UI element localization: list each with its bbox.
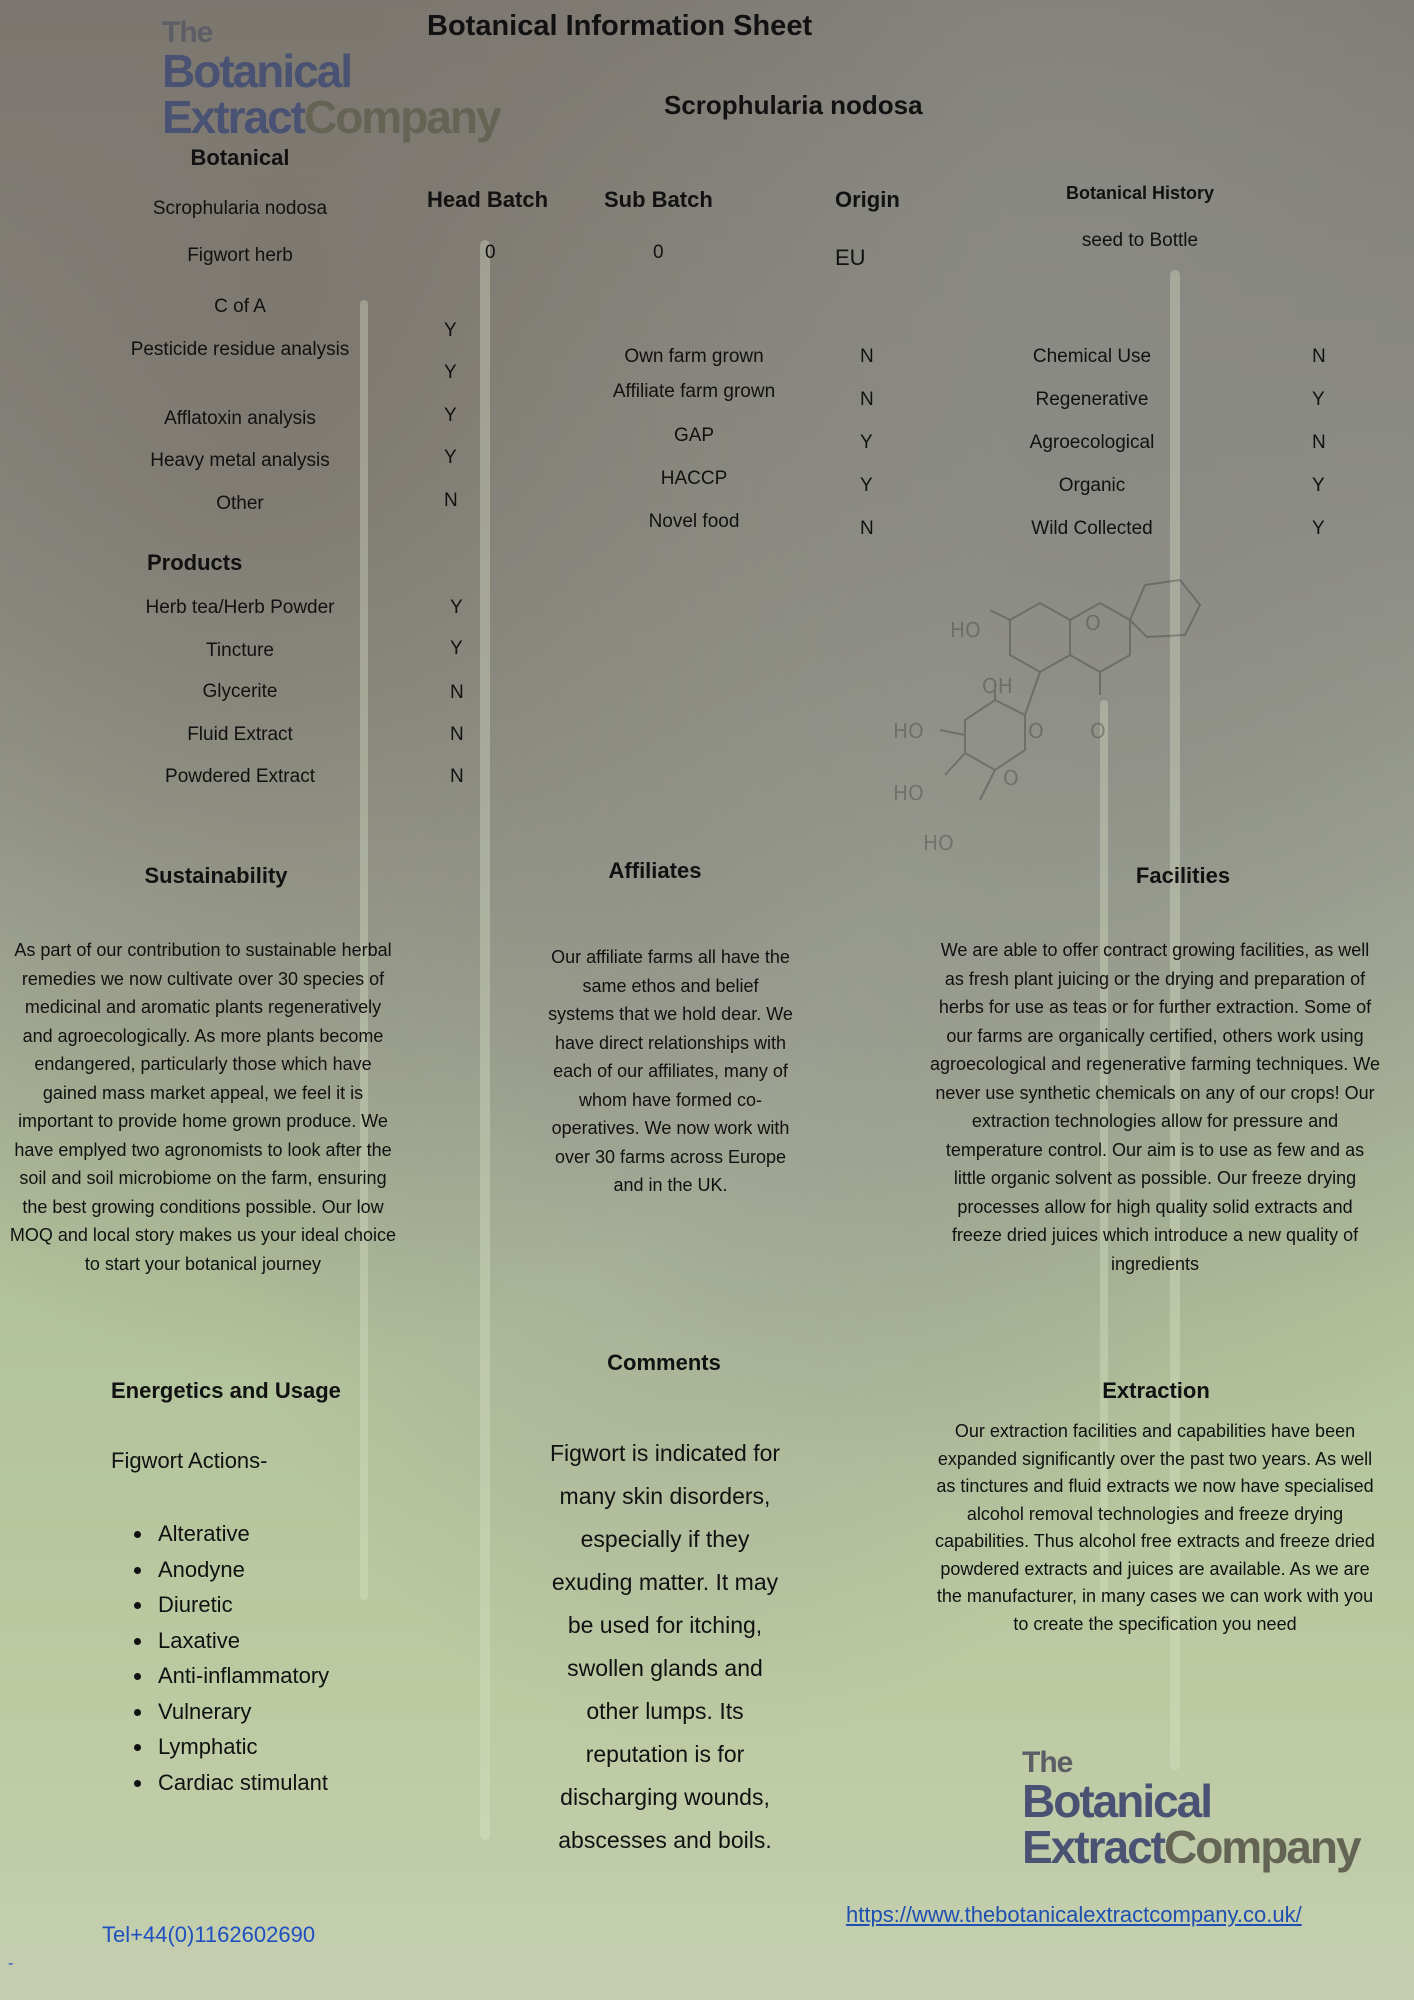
molecule-label: HO [950, 618, 981, 642]
molecule-label: HO [893, 781, 924, 805]
list-item: • Laxative [154, 1623, 329, 1659]
background-stem [480, 240, 490, 1840]
list-item: • Alterative [154, 1516, 329, 1552]
molecule-label: HO [893, 719, 924, 743]
origin-label: Origin [835, 187, 900, 212]
farming-label: Chemical Use [1032, 346, 1152, 367]
phone-number[interactable]: Tel+44(0)1162602690 [102, 1922, 316, 1947]
affiliates-heading: Affiliates [608, 858, 702, 883]
page-title: Botanical Information Sheet [427, 10, 813, 42]
sub-batch-value: 0 [653, 242, 664, 263]
molecule-label: O [1085, 611, 1101, 635]
latin-name: Scrophularia nodosa [152, 198, 328, 219]
sourcing-value: N [860, 346, 874, 367]
sourcing-value: N [860, 389, 874, 410]
test-value: Y [444, 362, 457, 383]
product-label: Fluid Extract [187, 724, 293, 745]
list-item: • Lymphatic [154, 1729, 329, 1765]
list-item: • Diuretic [154, 1587, 329, 1623]
company-logo-footer: The Botanical ExtractCompany [1022, 1746, 1360, 1873]
sustainability-text: As part of our contribution to sustainable herbal remedies we now cultivate over 30 species of medicinal and aromatic plants regeneratively and agroecologically. As more plants become endangered, particularly those which have gained mass market appeal, we feel it is important to provide home grown produce. We have emplyed two agronomists to look after the soil and soil microbiome on the farm, ensuring the best growing conditions possible. Our low MOQ and local story makes us your ideal choice to start your botanical journey [9, 940, 397, 1274]
sourcing-label: Novel food [648, 511, 740, 532]
test-value: Y [444, 447, 457, 468]
cofa-value: Y [444, 320, 457, 341]
head-batch-value: 0 [485, 242, 496, 263]
product-label: Powdered Extract [165, 766, 315, 787]
history-value: seed to Bottle [1081, 230, 1199, 251]
farming-label: Agroecological [1029, 432, 1155, 453]
molecule-label: O [1003, 766, 1019, 790]
list-item: • Cardiac stimulant [154, 1765, 329, 1801]
origin-value: EU [835, 245, 866, 270]
sourcing-value: N [860, 518, 874, 539]
farming-value: N [1312, 432, 1326, 453]
molecule-label: O [1028, 719, 1044, 743]
molecule-label: OH [982, 674, 1013, 698]
test-label: Pesticide residue analysis [130, 339, 350, 360]
actions-list [110, 1516, 329, 1800]
sourcing-label: Own farm grown [624, 346, 764, 367]
product-value: Y [450, 597, 463, 618]
molecule-label: O [1090, 719, 1106, 743]
test-value: Y [444, 405, 457, 426]
history-label: Botanical History [1065, 183, 1215, 203]
extraction-heading: Extraction [1102, 1378, 1210, 1403]
botanical-latin-title: Scrophularia nodosa [664, 90, 923, 120]
common-name: Figwort herb [187, 245, 293, 266]
test-label: Heavy metal analysis [150, 450, 330, 471]
product-value: N [450, 766, 464, 787]
head-batch-label: Head Batch [427, 187, 549, 212]
comments-heading: Comments [607, 1350, 721, 1375]
farming-label: Organic [1058, 475, 1126, 496]
sub-batch-label: Sub Batch [604, 187, 713, 212]
sourcing-value: Y [860, 475, 873, 496]
test-label: Other [216, 493, 264, 514]
test-value: N [444, 490, 458, 511]
energetics-intro: Figwort Actions- [111, 1448, 268, 1473]
footer-dash: - [8, 1955, 14, 1972]
farming-value: Y [1312, 518, 1325, 539]
farming-label: Regenerative [1035, 389, 1149, 410]
sourcing-label: GAP [673, 425, 715, 446]
product-label: Herb tea/Herb Powder [145, 597, 335, 618]
sourcing-value: Y [860, 432, 873, 453]
farming-label: Wild Collected [1031, 518, 1153, 539]
sourcing-label: HACCP [660, 468, 728, 489]
facilities-heading: Facilities [1135, 863, 1231, 888]
list-item: • Vulnerary [154, 1694, 329, 1730]
product-label: Tincture [206, 640, 274, 661]
botanical-heading: Botanical [190, 145, 290, 170]
website-link[interactable]: https://www.thebotanicalextractcompany.co.uk/ [846, 1902, 1302, 1927]
test-label: Afflatoxin analysis [164, 408, 316, 429]
molecule-icon [885, 575, 1215, 865]
comments-text: Figwort is indicated for many skin disorders, especially if they exuding matter. It may be used for itching, swollen glands and other lumps. Its reputation is for discharging wounds, abscesses and boils. [549, 1440, 781, 1853]
farming-value: Y [1312, 389, 1325, 410]
product-value: N [450, 724, 464, 745]
sourcing-label: Affiliate farm grown [612, 381, 776, 402]
product-label: Glycerite [202, 681, 278, 702]
company-logo: The Botanical ExtractCompany [162, 16, 500, 143]
affiliates-text: Our affiliate farms all have the same ethos and belief systems that we hold dear. We have direct relationships with each of our affiliates, many of whom have formed co-operatives. We now work with over 30 farms across Europe and in the UK. [548, 947, 793, 1195]
molecule-label: HO [923, 831, 954, 855]
extraction-text: Our extraction facilities and capabilities have been expanded significantly over the past two years. As well as tinctures and fluid extracts we now have specialised alcohol removal technologies and freeze drying capabilities. Thus alcohol free extracts and freeze dried powdered extracts and juices are available. As we are the manufacturer, in many cases we can work with you to create the specification you need [935, 1421, 1375, 1634]
farming-value: Y [1312, 475, 1325, 496]
cofa-label: C of A [214, 296, 266, 317]
farming-value: N [1312, 346, 1326, 367]
product-value: Y [450, 638, 463, 659]
energetics-heading: Energetics and Usage [111, 1378, 341, 1403]
facilities-text: We are able to offer contract growing facilities, as well as fresh plant juicing or the drying and preparation of herbs for use as teas or for further extraction. Some of our farms are organically certified, others work using agroecological and regenerative farming techniques. We never use synthetic chemicals on any of our crops! Our extraction technologies allow for pressure and temperature control. Our aim is to use as few and as little organic solvent as possible. Our freeze drying processes allow for high quality solid extracts and freeze dried juices which introduce a new quality of ingredients [930, 940, 1380, 1274]
sustainability-heading: Sustainability [144, 863, 288, 888]
list-item: • Anti-inflammatory [154, 1658, 329, 1694]
product-value: N [450, 682, 464, 703]
products-heading: Products [147, 550, 243, 575]
list-item: • Anodyne [154, 1552, 329, 1588]
